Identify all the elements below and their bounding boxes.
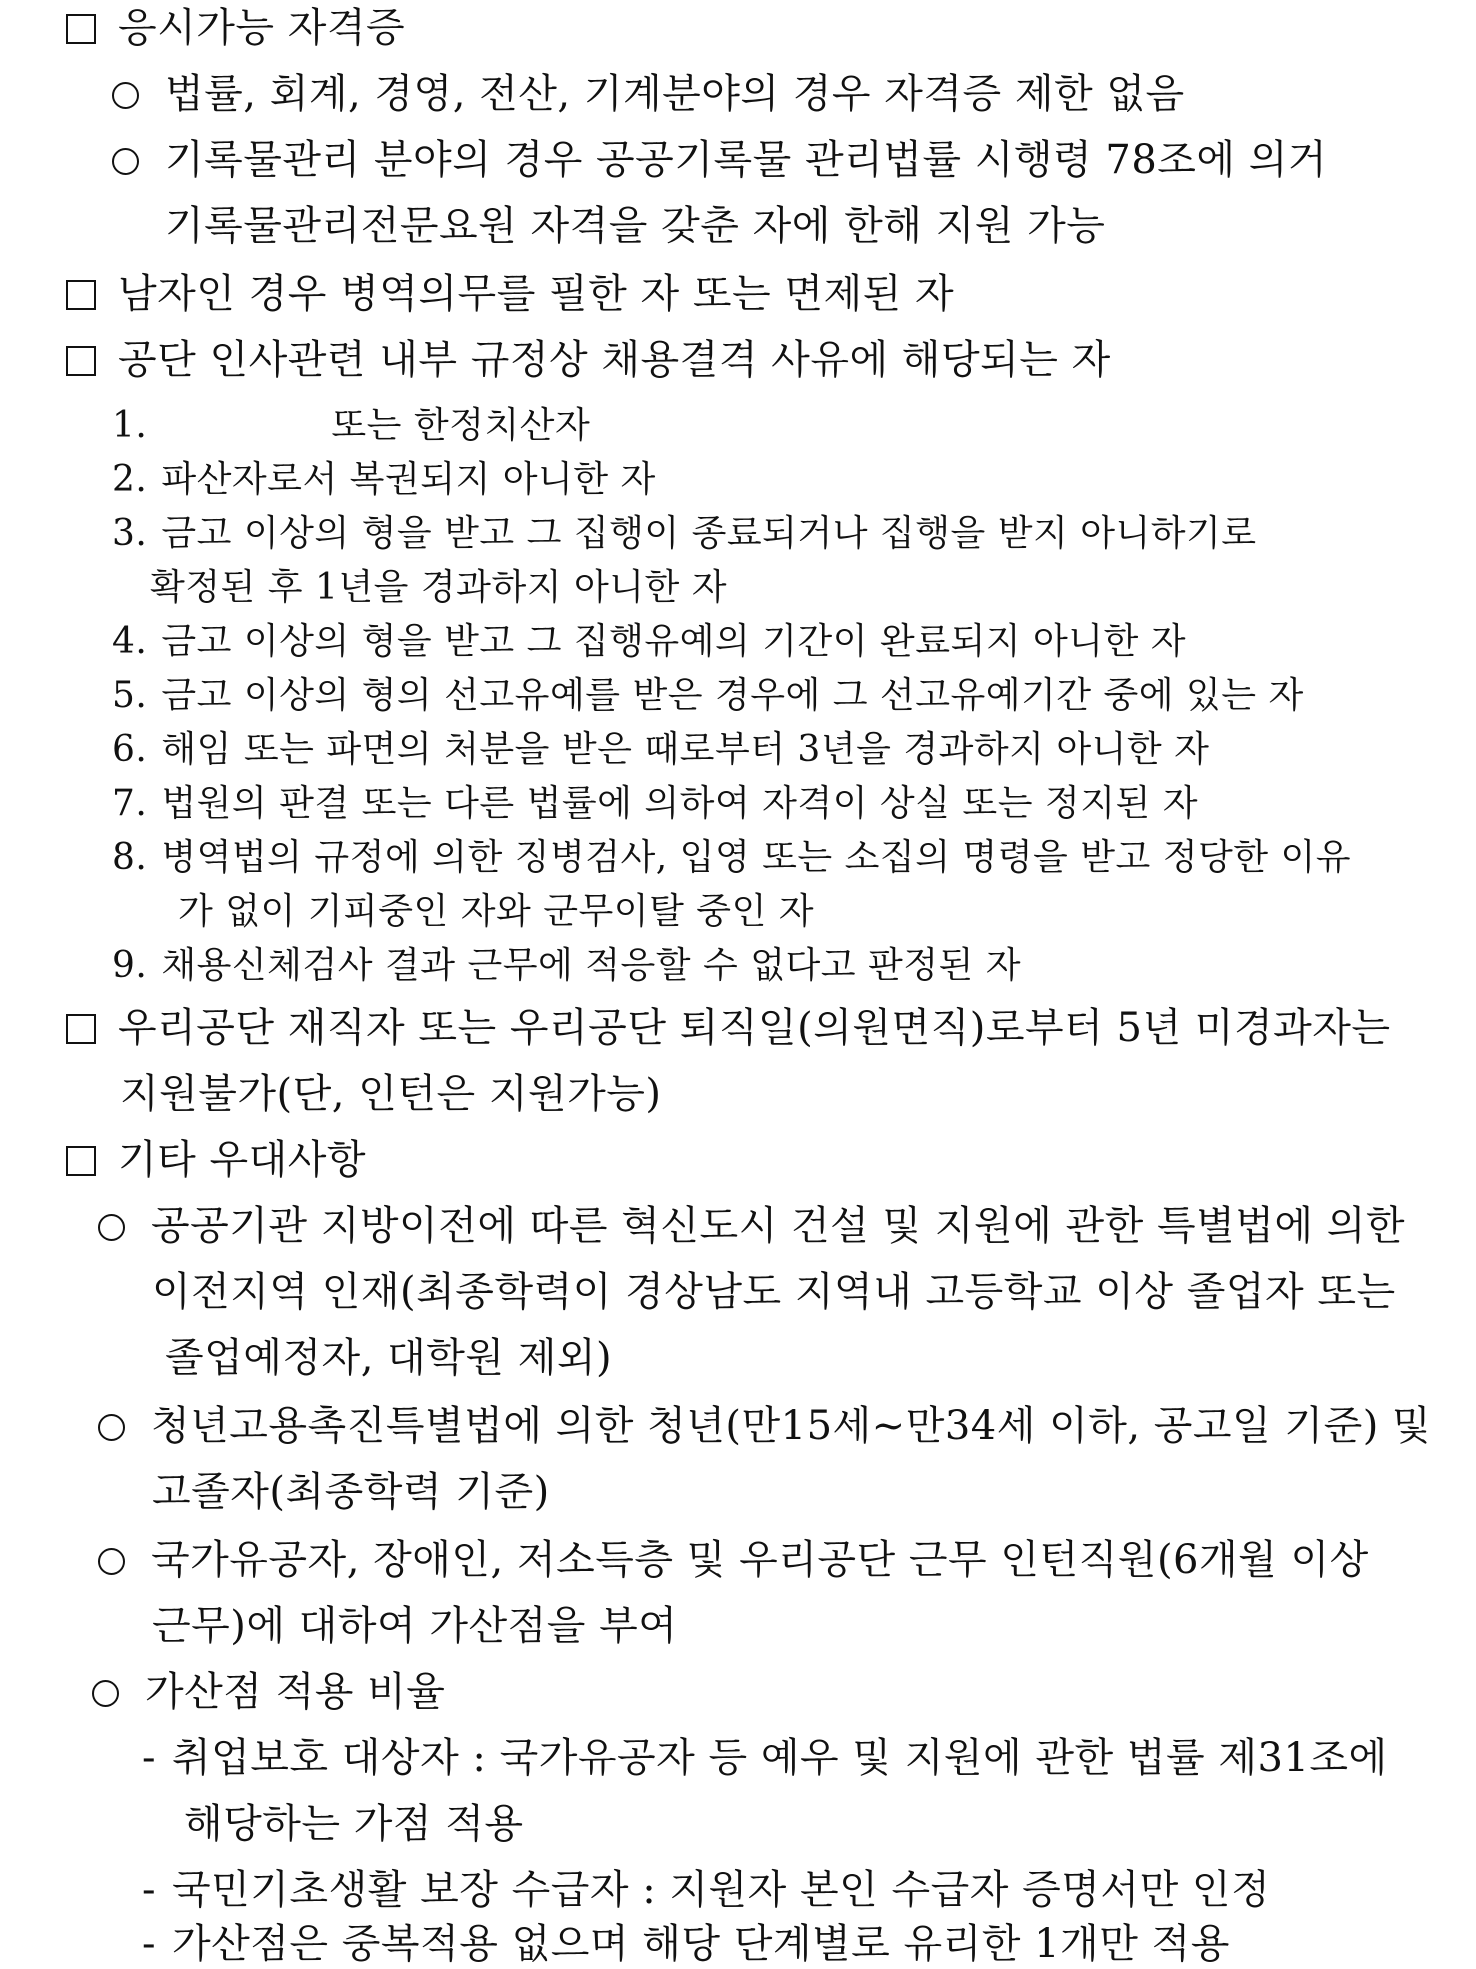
circle-bullet-icon xyxy=(98,1414,125,1441)
bonus-rule-1: - 취업보호 대상자 : 국가유공자 등 예우 및 지원에 관한 법률 제31조에 xyxy=(142,1735,1388,1781)
preference-bullet-1: 공공기관 지방이전에 따른 혁신도시 건설 및 지원에 관한 특별법에 의한 xyxy=(98,1206,1405,1246)
dash-bullet: - xyxy=(142,1921,157,1967)
disqualify-item-3-cont: 확정된 후 1년을 경과하지 아니한 자 xyxy=(150,567,727,608)
checkbox-square-icon xyxy=(66,346,96,376)
checkbox-square-icon xyxy=(66,14,96,44)
disqualify-item-5: 5. 금고 이상의 형의 선고유예를 받은 경우에 그 선고유예기간 중에 있는 자 xyxy=(112,675,1304,716)
section-disqualify-title: 공단 인사관련 내부 규정상 채용결격 사유에 해당되는 자 xyxy=(66,340,1111,380)
checkbox-square-icon xyxy=(66,280,96,310)
section-former-employee-cont: 지원불가(단, 인턴은 지원가능) xyxy=(120,1071,662,1117)
preference-bullet-2: 청년고용촉진특별법에 의한 청년(만15세~만34세 이하, 공고일 기준) 및 xyxy=(98,1406,1431,1446)
circle-bullet-icon xyxy=(98,1548,125,1575)
preference-bullet-4: 가산점 적용 비율 xyxy=(92,1672,445,1712)
disqualify-item-8-cont: 가 없이 기피중인 자와 군무이탈 중인 자 xyxy=(178,891,815,932)
disqualify-item-8: 8. 병역법의 규정에 의한 징병검사, 입영 또는 소집의 명령을 받고 정당한 이유 xyxy=(112,837,1352,878)
checkbox-square-icon xyxy=(66,1014,96,1044)
section-cert-title: 응시가능 자격증 xyxy=(66,8,405,48)
circle-bullet-icon xyxy=(98,1214,125,1241)
disqualify-item-9: 9. 채용신체검사 결과 근무에 적응할 수 없다고 판정된 자 xyxy=(112,945,1022,986)
cert-bullet-2: 기록물관리 분야의 경우 공공기록물 관리법률 시행령 78조에 의거 xyxy=(112,140,1327,180)
cert-bullet-1: 법률, 회계, 경영, 전산, 기계분야의 경우 자격증 제한 없음 xyxy=(112,74,1185,114)
disqualify-item-3: 3. 금고 이상의 형을 받고 그 집행이 종료되거나 집행을 받지 아니하기로 xyxy=(112,513,1257,554)
bonus-rule-2: - 국민기초생활 보장 수급자 : 지원자 본인 수급자 증명서만 인정 xyxy=(142,1867,1271,1913)
dash-bullet: - xyxy=(142,1735,157,1781)
bonus-rule-1-cont: 해당하는 가점 적용 xyxy=(184,1801,524,1847)
preference-bullet-1-cont-2: 졸업예정자, 대학원 제외) xyxy=(165,1335,613,1381)
dash-bullet: - xyxy=(142,1867,157,1913)
disqualify-item-7: 7. 법원의 판결 또는 다른 법률에 의하여 자격이 상실 또는 정지된 자 xyxy=(112,783,1198,824)
disqualify-item-4: 4. 금고 이상의 형을 받고 그 집행유예의 기간이 완료되지 아니한 자 xyxy=(112,621,1187,662)
bonus-rule-3: - 가산점은 중복적용 없으며 해당 단계별로 유리한 1개만 적용 xyxy=(142,1921,1230,1967)
preference-bullet-2-cont: 고졸자(최종학력 기준) xyxy=(152,1469,550,1515)
preference-bullet-1-cont-1: 이전지역 인재(최종학력이 경상남도 지역내 고등학교 이상 졸업자 또는 xyxy=(152,1269,1396,1315)
section-military-title: 남자인 경우 병역의무를 필한 자 또는 면제된 자 xyxy=(66,274,954,314)
disqualify-item-1: 1. 또는 한정치산자 xyxy=(112,405,591,446)
circle-bullet-icon xyxy=(112,82,139,109)
circle-bullet-icon xyxy=(112,148,139,175)
preference-bullet-3: 국가유공자, 장애인, 저소득층 및 우리공단 근무 인턴직원(6개월 이상 xyxy=(98,1540,1369,1580)
cert-bullet-2-cont: 기록물관리전문요원 자격을 갖춘 자에 한해 지원 가능 xyxy=(165,203,1106,249)
disqualify-item-2: 2. 파산자로서 복권되지 아니한 자 xyxy=(112,459,656,500)
section-former-employee: 우리공단 재직자 또는 우리공단 퇴직일(의원면직)로부터 5년 미경과자는 xyxy=(66,1008,1391,1048)
section-preference-title: 기타 우대사항 xyxy=(66,1140,366,1180)
disqualify-item-6: 6. 해임 또는 파면의 처분을 받은 때로부터 3년을 경과하지 아니한 자 xyxy=(112,729,1210,770)
circle-bullet-icon xyxy=(92,1680,119,1707)
checkbox-square-icon xyxy=(66,1146,96,1176)
preference-bullet-3-cont: 근무)에 대하여 가산점을 부여 xyxy=(152,1603,678,1649)
